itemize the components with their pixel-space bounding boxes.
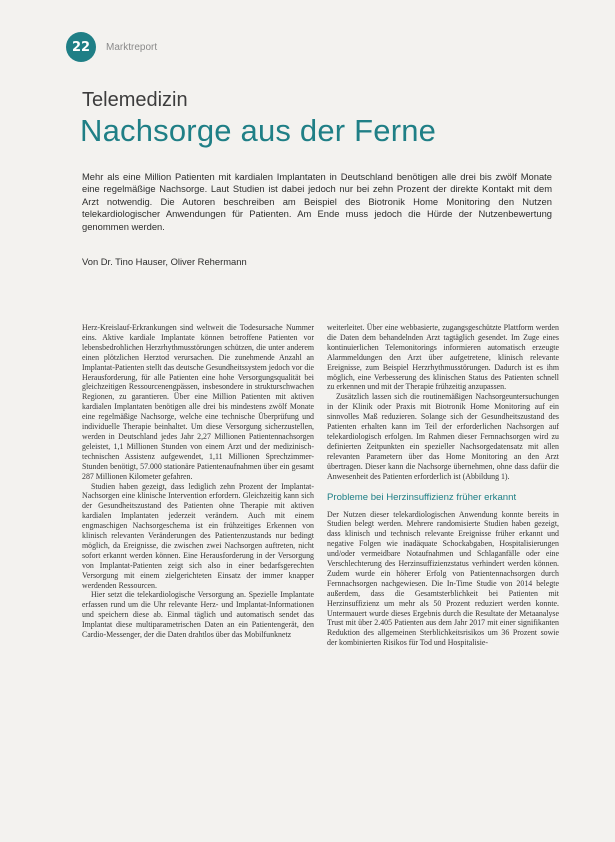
body-column-right — [327, 323, 559, 648]
section-subheading: Probleme bei Herzinsuffizienz früher erkannt — [327, 491, 517, 503]
body-paragraph: Herz-Kreislauf-Erkrankungen sind weltweit die Todesursache Nummer eins. Aktive kardiale Implantate können betroffene Patienten vor lebensbedrohlichen Herzrhythmusstörungen schützen, die unter anderem einen plötzlichen Herztod verursachen. Die zunehmende Anzahl an Implantat-Patienten stellt das deutsche Gesundheitssystem jedoch vor die Herausforderung, für alle Patienten eine hohe Versorgungsqualität bei gleichzeitigen Ressourcenengpässen, insbesondere in strukturschwachen Regionen, zu garantieren. Über eine Million Patienten mit aktiven kardialen Implantaten benötigen alle drei bis mindestens zwölf Monate eine regelmäßige Nachsorge, welche eine technische Überprüfung und individuelle Therapie beinhaltet. Um diese Versorgung sicherzustellen, werden in Deutschland jedes Jahr 2,27 Millionen Patientennachsorgen geleistet, 1,1 Millionen Stunden von einem Arzt und der medizinisch-technischen Assistenz aufgewendet, 1,11 Millionen Sprechzimmer-Stunden benötigt, 57.000 stationäre Patientenaufnahmen über ein gesamt 287 Millionen Kilometer gefahren. — [82, 323, 314, 481]
article-authors: Von Dr. Tino Hauser, Oliver Rehermann — [82, 256, 247, 267]
body-paragraph: Hier setzt die telekardiologische Versorgung an. Spezielle Implantate erfassen rund um die Uhr relevante Herz- und Implantat-Informationen und speichern diese ab. Einmal täglich und automatisch sendet das Implantat diese multiparametrischen Daten an ein Patientengerät, den Cardio-Messenger, der die Daten drahtlos über das Mobilfunknetz — [82, 590, 314, 640]
page-number-badge: 22 — [66, 32, 96, 62]
section-label: Marktreport — [106, 42, 158, 53]
body-paragraph: Zusätzlich lassen sich die routinemäßigen Nachsorgeuntersuchungen in der Klinik oder Praxis mit Biotronik Home Monitoring auf ein sinnvolles Maß reduzieren. Solange sich der Gesundheitszustand des Patienten erhalten kann im Teil der erforderlichen Nachsorgen auf telekardiologisch erfolgen. Im Rahmen dieser Fernnachsorgen wird zu definierten Zeitpunkten ein spezieller Nachsorgedatensatz mit allen relevanten Parametern über das Home Monitoring an den Arzt übertragen. Dieser kann die Nachsorge übernehmen, ohne dass dafür die Anwesenheit des Patienten erforderlich ist (Abbildung 1). — [327, 392, 559, 481]
article-lead: Mehr als eine Million Patienten mit kardialen Implantaten in Deutschland benötigen alle drei bis zwölf Monate eine regelmäßige Nachsorge. Laut Studien ist dabei jedoch nur bei zehn Prozent der direkte Kontakt mit dem Arzt notwendig. Die Autoren beschreiben am Beispiel des Biotronik Home Monitoring den Nutzen telekardiologischer Anwendungen für Patienten. Am Ende muss jedoch die Hürde der Nutzenbewertung genommen werden. — [82, 171, 552, 232]
body-paragraph: weiterleitet. Über eine webbasierte, zugangsgeschützte Plattform werden die Daten dem behandelnden Arzt tagtäglich gesendet. Im Zuge eines kontinuierlichen Telemonitorings informieren automatisch erzeugte Alarmmeldungen den Arzt über aufgetretene, klinisch relevante Ereignisse, zum Beispiel Herzrhythmusstörungen. Dadurch ist es ihm möglich, eine Verbesserung des klinischen Status des Patienten schnell zu erkennen und mit der Therapie frühzeitig anzupassen. — [327, 323, 559, 392]
article-kicker: Telemedizin — [82, 89, 188, 111]
article-title: Nachsorge aus der Ferne — [80, 113, 437, 148]
body-paragraph: Studien haben gezeigt, dass lediglich zehn Prozent der Implantat-Nachsorgen eine klinische Intervention erfordern. Gleichzeitig kann sich der Gesundheitszustand des Patienten ohne Therapie mit aktiven kardialen Implantaten jederzeit verändern. Auch mit einem engmaschigen Nachsorgeschema ist ein frühzeitiges Erkennen von klinisch relevanten Veränderungen des Patientenzustands nur bedingt möglich, da Ereignisse, die zwischen zwei Nachsorgen auftreten, nicht sofort erkannt werden können. Eine Herausforderung in der Versorgung von Implantat-Patienten zeigt sich also in einer bedarfsgerechten Versorgung mit einem zielgerichteten Einsatz der immer knapper werdenden Ressourcen. — [82, 481, 314, 590]
body-column-left — [82, 323, 314, 640]
body-paragraph: Der Nutzen dieser telekardiologischen Anwendung konnte bereits in Studien belegt werden. Mehrere randomisierte Studien haben gezeigt, dass klinisch und technisch relevante Ereignisse früher erkannt und negative Folgen wie inadäquate Schockabgaben, Hospitalisierungen und/oder vermeidbare Notaufnahmen und Schlaganfälle oder eine Verschlechterung des Herzinsuffizienzstatus verhindert werden können. Zudem wurde ein höherer Erfolg von Patientennachsorgen durch Fernnachsorgen nachgewiesen. Die In-Time Studie von 2014 belegte außerdem, dass die Gesamtsterblichkeit bei Patienten mit Herzinsuffizienz um mehr als 50 Prozent reduziert werden konnte. Untermauert wurde dieses Ergebnis durch die Resultate der Metaanalyse Trust mit über 2.405 Patienten aus dem Jahr 2017 mit einer signifikanten Reduktion des allgemeinen Sterblichkeitsrisikos um 36 Prozent sowie der kombinierten Risikos für Tod und Hospitalisie- — [327, 509, 559, 648]
